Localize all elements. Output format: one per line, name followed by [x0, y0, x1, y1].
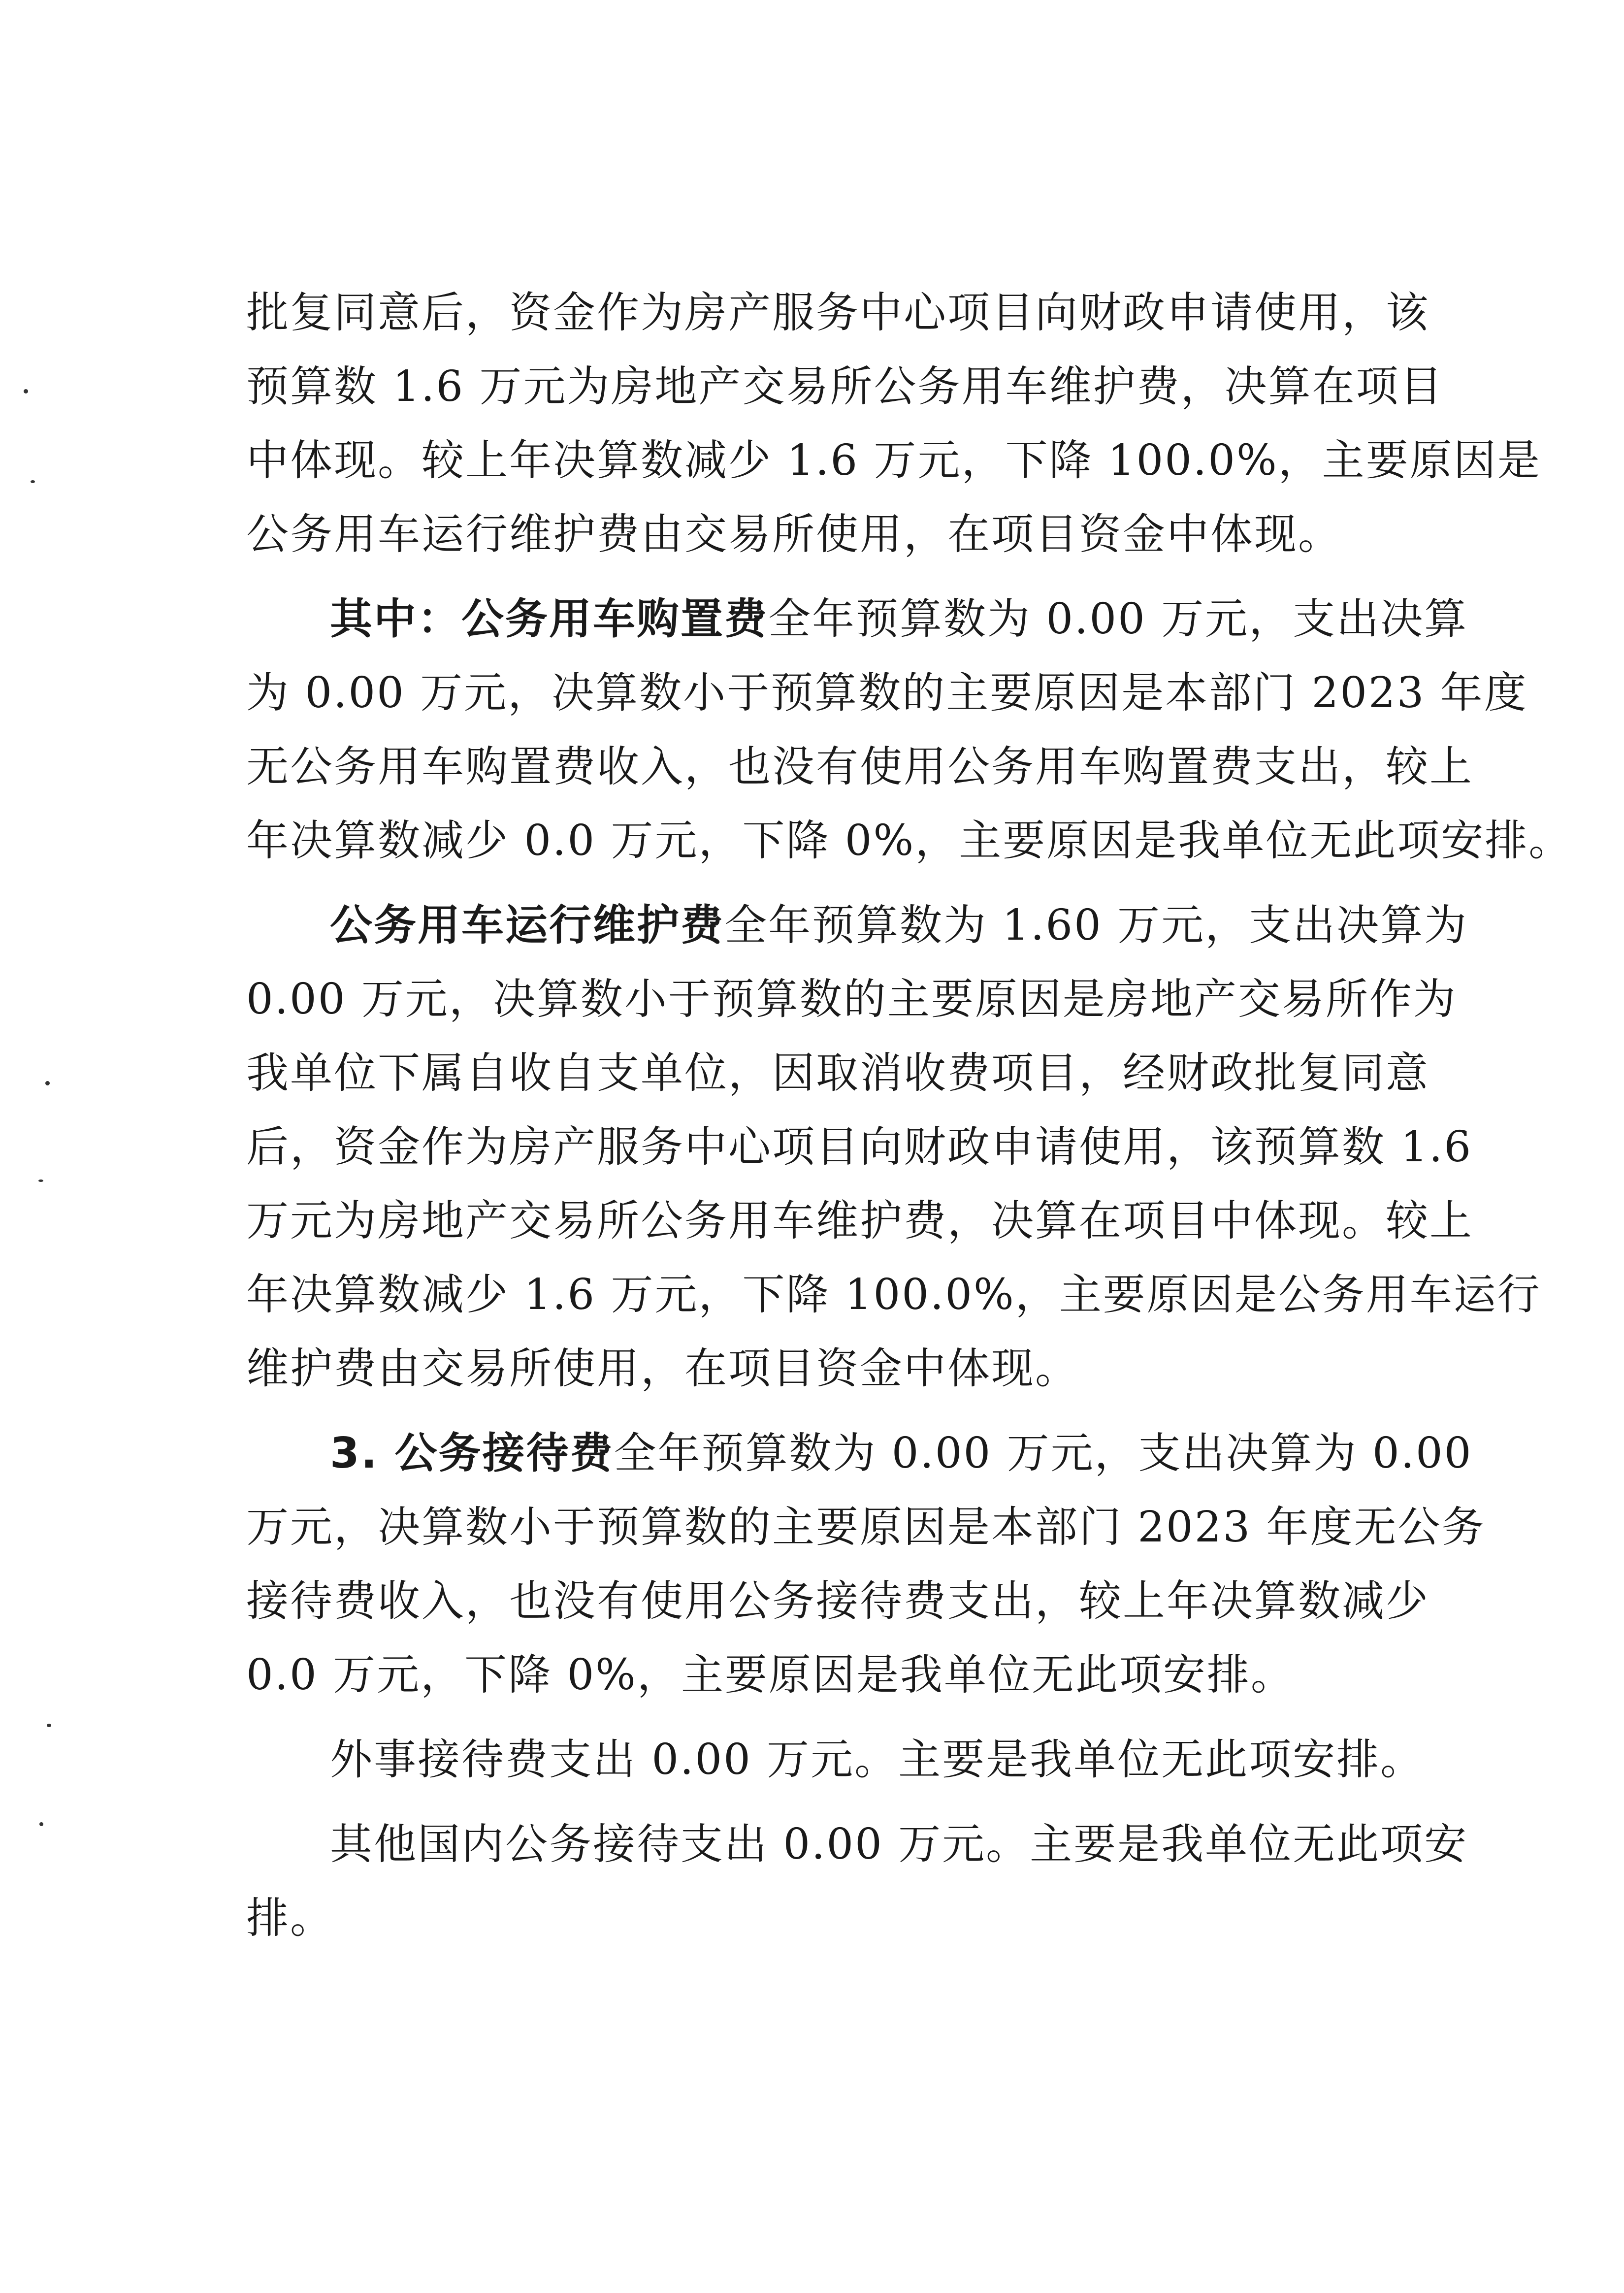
text-line: 外事接待费支出 0.00 万元。主要是我单位无此项安排。 [330, 1735, 1425, 1784]
scan-speck [39, 1822, 43, 1826]
paragraph-vehicle-maintenance [246, 888, 1541, 1406]
scan-speck [24, 389, 28, 393]
text-line: 中体现。较上年决算数减少 1.6 万元，下降 100.0%，主要原因是 [246, 436, 1541, 485]
section-heading: 公务用车运行维护费 [330, 901, 724, 950]
scan-speck [47, 1724, 51, 1727]
text-line: 接待费收入，也没有使用公务接待费支出，较上年决算数减少 [246, 1576, 1429, 1626]
text-line: 年决算数减少 0.0 万元，下降 0%，主要原因是我单位无此项安排。 [246, 816, 1573, 865]
text-line [246, 1416, 1473, 1490]
text-line: 万元，决算数小于预算数的主要原因是本部门 2023 年度无公务 [246, 1503, 1486, 1552]
text-span: 全年预算数为 1.60 万元，支出决算为 [724, 901, 1468, 950]
scan-speck [45, 1081, 50, 1085]
text-line: 维护费由交易所使用，在项目资金中体现。 [246, 1344, 1079, 1393]
text-line: 年决算数减少 1.6 万元，下降 100.0%，主要原因是公务用车运行 [246, 1270, 1541, 1319]
scan-speck [38, 1179, 43, 1182]
scan-speck [31, 480, 35, 483]
text-line: 为 0.00 万元，决算数小于预算数的主要原因是本部门 2023 年度 [246, 668, 1528, 718]
text-line: 后，资金作为房产服务中心项目向财政申请使用，该预算数 1.6 [246, 1122, 1473, 1172]
text-line: 万元为房地产交易所公务用车维护费，决算在项目中体现。较上 [246, 1196, 1473, 1245]
section-heading: 其中：公务用车购置费 [330, 594, 768, 644]
text-line: 0.00 万元，决算数小于预算数的主要原因是房地产交易所作为 [246, 975, 1457, 1024]
text-line [246, 582, 1468, 656]
text-line: 0.0 万元，下降 0%，主要原因是我单位无此项安排。 [246, 1650, 1295, 1700]
text-line [246, 888, 1468, 962]
text-line: 排。 [246, 1894, 334, 1943]
section-heading: 3. 公务接待费 [330, 1429, 614, 1478]
text-span: 全年预算数为 0.00 万元，支出决算为 0.00 [614, 1429, 1473, 1478]
text-span: 全年预算数为 0.00 万元，支出决算 [768, 594, 1468, 644]
text-line: 预算数 1.6 万元为房地产交易所公务用车维护费，决算在项目 [246, 362, 1444, 411]
paragraph-continuation [246, 276, 1541, 571]
paragraph-foreign-reception [246, 1723, 1425, 1797]
paragraph-vehicle-purchase [246, 582, 1573, 878]
text-line: 我单位下属自收自支单位，因取消收费项目，经财政批复同意 [246, 1048, 1429, 1098]
text-line: 批复同意后，资金作为房产服务中心项目向财政申请使用，该 [246, 288, 1429, 337]
paragraph-domestic-reception [246, 1807, 1468, 1955]
text-line: 其他国内公务接待支出 0.00 万元。主要是我单位无此项安 [330, 1820, 1468, 1869]
text-line: 无公务用车购置费收入，也没有使用公务用车购置费支出，较上 [246, 742, 1473, 791]
paragraph-reception [246, 1416, 1486, 1712]
document-page [246, 276, 1573, 1955]
text-line: 公务用车运行维护费由交易所使用，在项目资金中体现。 [246, 510, 1342, 559]
